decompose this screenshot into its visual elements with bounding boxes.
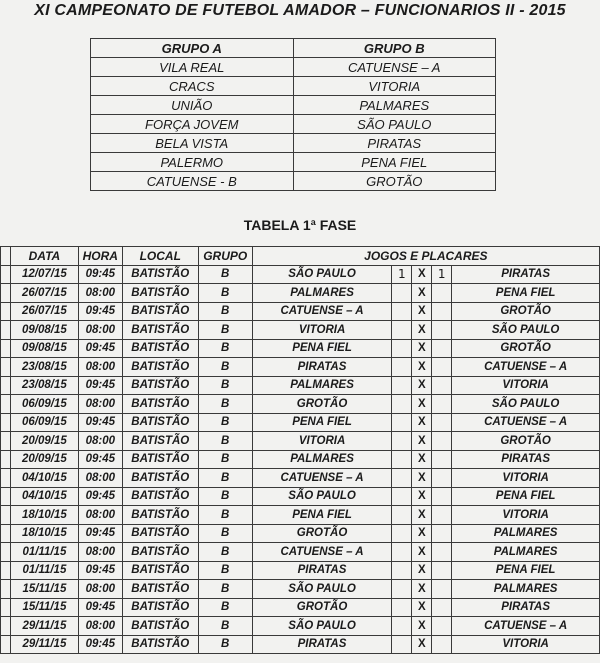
match-row bbox=[1, 302, 600, 321]
match-time: 09:45 bbox=[78, 561, 122, 580]
match-row bbox=[1, 580, 600, 599]
match-home-team: GROTÃO bbox=[252, 524, 392, 543]
match-date: 18/10/15 bbox=[10, 524, 78, 543]
group-row bbox=[91, 77, 496, 96]
group-a-team: CRACS bbox=[91, 77, 294, 96]
groups-table-body bbox=[91, 39, 496, 191]
match-venue: BATISTÃO bbox=[122, 487, 198, 506]
match-away-score bbox=[432, 506, 452, 525]
schedule-header-row bbox=[1, 247, 600, 266]
match-date: 06/09/15 bbox=[10, 413, 78, 432]
match-home-team: PIRATAS bbox=[252, 561, 392, 580]
match-group: B bbox=[198, 561, 252, 580]
match-home-team: PALMARES bbox=[252, 284, 392, 303]
match-time: 08:00 bbox=[78, 432, 122, 451]
match-versus: X bbox=[412, 358, 432, 377]
match-versus: X bbox=[412, 635, 432, 654]
match-away-score bbox=[432, 524, 452, 543]
match-away-score bbox=[432, 469, 452, 488]
header-local: LOCAL bbox=[122, 247, 198, 266]
match-versus: X bbox=[412, 487, 432, 506]
match-group: B bbox=[198, 376, 252, 395]
match-date: 12/07/15 bbox=[10, 265, 78, 284]
match-away-score bbox=[432, 395, 452, 414]
match-row bbox=[1, 617, 600, 636]
match-row bbox=[1, 339, 600, 358]
match-versus: X bbox=[412, 543, 432, 562]
match-home-team: PIRATAS bbox=[252, 635, 392, 654]
match-away-score bbox=[432, 543, 452, 562]
match-date: 26/07/15 bbox=[10, 284, 78, 303]
match-row bbox=[1, 413, 600, 432]
group-row bbox=[91, 134, 496, 153]
match-date: 23/08/15 bbox=[10, 376, 78, 395]
match-date: 26/07/15 bbox=[10, 302, 78, 321]
match-home-score bbox=[392, 635, 412, 654]
match-away-score bbox=[432, 321, 452, 340]
schedule-table bbox=[0, 246, 600, 654]
match-row bbox=[1, 598, 600, 617]
match-away-score bbox=[432, 413, 452, 432]
match-away-score bbox=[432, 339, 452, 358]
match-venue: BATISTÃO bbox=[122, 376, 198, 395]
match-time: 09:45 bbox=[78, 339, 122, 358]
match-venue: BATISTÃO bbox=[122, 284, 198, 303]
match-home-score bbox=[392, 487, 412, 506]
match-group: B bbox=[198, 413, 252, 432]
match-group: B bbox=[198, 635, 252, 654]
match-away-team: SÃO PAULO bbox=[452, 395, 600, 414]
match-group: B bbox=[198, 265, 252, 284]
match-time: 09:45 bbox=[78, 450, 122, 469]
match-away-team: VITORIA bbox=[452, 635, 600, 654]
match-away-team: PALMARES bbox=[452, 580, 600, 599]
match-away-team: PALMARES bbox=[452, 524, 600, 543]
match-venue: BATISTÃO bbox=[122, 543, 198, 562]
match-group: B bbox=[198, 339, 252, 358]
match-versus: X bbox=[412, 524, 432, 543]
match-time: 08:00 bbox=[78, 543, 122, 562]
match-venue: BATISTÃO bbox=[122, 450, 198, 469]
match-venue: BATISTÃO bbox=[122, 635, 198, 654]
match-home-team: PALMARES bbox=[252, 450, 392, 469]
match-row bbox=[1, 284, 600, 303]
match-away-score bbox=[432, 561, 452, 580]
group-a-team: FORÇA JOVEM bbox=[91, 115, 294, 134]
match-time: 09:45 bbox=[78, 524, 122, 543]
match-away-team: PENA FIEL bbox=[452, 284, 600, 303]
match-home-score bbox=[392, 395, 412, 414]
match-away-score bbox=[432, 376, 452, 395]
match-home-team: PIRATAS bbox=[252, 358, 392, 377]
row-edge-cell bbox=[1, 450, 11, 469]
match-row bbox=[1, 487, 600, 506]
match-date: 29/11/15 bbox=[10, 617, 78, 636]
match-home-team: VITORIA bbox=[252, 432, 392, 451]
match-home-score bbox=[392, 561, 412, 580]
match-time: 08:00 bbox=[78, 580, 122, 599]
match-away-team: PIRATAS bbox=[452, 598, 600, 617]
match-home-team: GROTÃO bbox=[252, 395, 392, 414]
match-row bbox=[1, 321, 600, 340]
group-a-team: UNIÃO bbox=[91, 96, 294, 115]
match-row bbox=[1, 561, 600, 580]
match-away-team: VITORIA bbox=[452, 376, 600, 395]
match-venue: BATISTÃO bbox=[122, 617, 198, 636]
match-row bbox=[1, 395, 600, 414]
match-time: 09:45 bbox=[78, 413, 122, 432]
match-versus: X bbox=[412, 432, 432, 451]
match-row bbox=[1, 543, 600, 562]
match-home-score bbox=[392, 450, 412, 469]
match-row bbox=[1, 358, 600, 377]
match-date: 04/10/15 bbox=[10, 469, 78, 488]
match-away-score bbox=[432, 635, 452, 654]
match-venue: BATISTÃO bbox=[122, 265, 198, 284]
match-versus: X bbox=[412, 580, 432, 599]
match-home-team: SÃO PAULO bbox=[252, 265, 392, 284]
row-edge-cell bbox=[1, 358, 11, 377]
match-away-score bbox=[432, 617, 452, 636]
row-edge-cell bbox=[1, 339, 11, 358]
match-away-team: GROTÃO bbox=[452, 432, 600, 451]
row-edge-cell bbox=[1, 376, 11, 395]
match-group: B bbox=[198, 450, 252, 469]
group-a-team: BELA VISTA bbox=[91, 134, 294, 153]
match-versus: X bbox=[412, 617, 432, 636]
match-away-score bbox=[432, 580, 452, 599]
match-date: 09/08/15 bbox=[10, 321, 78, 340]
match-date: 06/09/15 bbox=[10, 395, 78, 414]
match-versus: X bbox=[412, 561, 432, 580]
match-date: 20/09/15 bbox=[10, 450, 78, 469]
match-away-score bbox=[432, 432, 452, 451]
match-away-team: VITORIA bbox=[452, 469, 600, 488]
groups-header-row bbox=[91, 39, 496, 58]
match-home-score bbox=[392, 580, 412, 599]
match-away-score bbox=[432, 358, 452, 377]
row-edge-cell bbox=[1, 321, 11, 340]
match-home-team: PENA FIEL bbox=[252, 339, 392, 358]
match-home-team: SÃO PAULO bbox=[252, 487, 392, 506]
group-b-team: PENA FIEL bbox=[293, 153, 496, 172]
group-row bbox=[91, 96, 496, 115]
match-venue: BATISTÃO bbox=[122, 432, 198, 451]
match-group: B bbox=[198, 617, 252, 636]
row-edge-cell bbox=[1, 524, 11, 543]
group-a-header: GRUPO A bbox=[91, 39, 294, 58]
match-row bbox=[1, 524, 600, 543]
match-home-team: CATUENSE – A bbox=[252, 302, 392, 321]
match-home-score bbox=[392, 432, 412, 451]
match-date: 15/11/15 bbox=[10, 580, 78, 599]
match-away-score bbox=[432, 598, 452, 617]
header-data: DATA bbox=[10, 247, 78, 266]
row-edge-cell bbox=[1, 302, 11, 321]
match-venue: BATISTÃO bbox=[122, 524, 198, 543]
group-b-team: SÃO PAULO bbox=[293, 115, 496, 134]
row-edge-cell bbox=[1, 635, 11, 654]
group-row bbox=[91, 172, 496, 191]
match-home-score bbox=[392, 469, 412, 488]
match-group: B bbox=[198, 432, 252, 451]
match-group: B bbox=[198, 598, 252, 617]
row-edge-cell bbox=[1, 487, 11, 506]
match-time: 08:00 bbox=[78, 358, 122, 377]
match-away-team: SÃO PAULO bbox=[452, 321, 600, 340]
match-venue: BATISTÃO bbox=[122, 395, 198, 414]
match-group: B bbox=[198, 524, 252, 543]
header-games: JOGOS E PLACARES bbox=[252, 247, 599, 266]
group-a-team: PALERMO bbox=[91, 153, 294, 172]
match-group: B bbox=[198, 506, 252, 525]
match-date: 04/10/15 bbox=[10, 487, 78, 506]
match-group: B bbox=[198, 580, 252, 599]
match-venue: BATISTÃO bbox=[122, 506, 198, 525]
match-away-team: CATUENSE – A bbox=[452, 358, 600, 377]
group-b-team: GROTÃO bbox=[293, 172, 496, 191]
match-versus: X bbox=[412, 413, 432, 432]
match-time: 08:00 bbox=[78, 506, 122, 525]
match-away-team: PENA FIEL bbox=[452, 561, 600, 580]
match-versus: X bbox=[412, 321, 432, 340]
match-versus: X bbox=[412, 598, 432, 617]
group-b-team: PALMARES bbox=[293, 96, 496, 115]
match-home-team: PENA FIEL bbox=[252, 413, 392, 432]
match-home-team: CATUENSE – A bbox=[252, 543, 392, 562]
group-b-team: CATUENSE – A bbox=[293, 58, 496, 77]
match-home-score bbox=[392, 339, 412, 358]
match-group: B bbox=[198, 487, 252, 506]
row-edge-cell bbox=[1, 432, 11, 451]
match-date: 01/11/15 bbox=[10, 561, 78, 580]
row-edge-cell bbox=[1, 413, 11, 432]
row-edge-cell bbox=[1, 543, 11, 562]
schedule-title: TABELA 1ª FASE bbox=[243, 217, 357, 233]
match-versus: X bbox=[412, 339, 432, 358]
group-b-team: VITORIA bbox=[293, 77, 496, 96]
match-time: 08:00 bbox=[78, 617, 122, 636]
match-home-score bbox=[392, 284, 412, 303]
match-away-team: PIRATAS bbox=[452, 265, 600, 284]
match-date: 09/08/15 bbox=[10, 339, 78, 358]
match-away-score bbox=[432, 284, 452, 303]
header-edge-cell bbox=[1, 247, 11, 266]
row-edge-cell bbox=[1, 617, 11, 636]
match-date: 18/10/15 bbox=[10, 506, 78, 525]
group-row bbox=[91, 58, 496, 77]
match-home-team: SÃO PAULO bbox=[252, 617, 392, 636]
row-edge-cell bbox=[1, 265, 11, 284]
match-date: 23/08/15 bbox=[10, 358, 78, 377]
match-venue: BATISTÃO bbox=[122, 580, 198, 599]
match-away-team: PIRATAS bbox=[452, 450, 600, 469]
match-time: 09:45 bbox=[78, 302, 122, 321]
match-home-score bbox=[392, 413, 412, 432]
schedule-table-body bbox=[1, 265, 600, 654]
group-a-team: VILA REAL bbox=[91, 58, 294, 77]
match-home-team: VITORIA bbox=[252, 321, 392, 340]
match-home-score: 1 bbox=[392, 265, 412, 284]
match-away-score: 1 bbox=[432, 265, 452, 284]
match-row bbox=[1, 432, 600, 451]
match-home-team: CATUENSE – A bbox=[252, 469, 392, 488]
group-b-header: GRUPO B bbox=[293, 39, 496, 58]
header-grupo: GRUPO bbox=[198, 247, 252, 266]
match-versus: X bbox=[412, 284, 432, 303]
match-venue: BATISTÃO bbox=[122, 321, 198, 340]
match-time: 09:45 bbox=[78, 598, 122, 617]
match-home-team: SÃO PAULO bbox=[252, 580, 392, 599]
match-venue: BATISTÃO bbox=[122, 561, 198, 580]
row-edge-cell bbox=[1, 561, 11, 580]
match-away-score bbox=[432, 450, 452, 469]
match-group: B bbox=[198, 469, 252, 488]
match-away-team: GROTÃO bbox=[452, 339, 600, 358]
group-a-team: CATUENSE - B bbox=[91, 172, 294, 191]
match-versus: X bbox=[412, 506, 432, 525]
match-venue: BATISTÃO bbox=[122, 358, 198, 377]
match-time: 09:45 bbox=[78, 635, 122, 654]
row-edge-cell bbox=[1, 469, 11, 488]
match-group: B bbox=[198, 321, 252, 340]
match-home-score bbox=[392, 506, 412, 525]
match-row bbox=[1, 469, 600, 488]
match-venue: BATISTÃO bbox=[122, 302, 198, 321]
match-time: 08:00 bbox=[78, 469, 122, 488]
row-edge-cell bbox=[1, 284, 11, 303]
match-venue: BATISTÃO bbox=[122, 598, 198, 617]
match-versus: X bbox=[412, 376, 432, 395]
group-row bbox=[91, 153, 496, 172]
match-away-score bbox=[432, 487, 452, 506]
match-time: 08:00 bbox=[78, 321, 122, 340]
match-group: B bbox=[198, 358, 252, 377]
match-date: 01/11/15 bbox=[10, 543, 78, 562]
match-date: 29/11/15 bbox=[10, 635, 78, 654]
match-time: 09:45 bbox=[78, 487, 122, 506]
group-b-team: PIRATAS bbox=[293, 134, 496, 153]
match-row bbox=[1, 506, 600, 525]
match-home-score bbox=[392, 302, 412, 321]
header-hora: HORA bbox=[78, 247, 122, 266]
match-venue: BATISTÃO bbox=[122, 413, 198, 432]
match-home-team: PENA FIEL bbox=[252, 506, 392, 525]
row-edge-cell bbox=[1, 580, 11, 599]
match-venue: BATISTÃO bbox=[122, 339, 198, 358]
match-time: 09:45 bbox=[78, 376, 122, 395]
match-row bbox=[1, 376, 600, 395]
row-edge-cell bbox=[1, 598, 11, 617]
match-home-score bbox=[392, 358, 412, 377]
match-time: 09:45 bbox=[78, 265, 122, 284]
match-group: B bbox=[198, 284, 252, 303]
match-group: B bbox=[198, 543, 252, 562]
match-away-team: CATUENSE – A bbox=[452, 617, 600, 636]
match-date: 20/09/15 bbox=[10, 432, 78, 451]
match-home-score bbox=[392, 598, 412, 617]
match-versus: X bbox=[412, 395, 432, 414]
match-home-score bbox=[392, 321, 412, 340]
match-home-score bbox=[392, 617, 412, 636]
match-home-team: PALMARES bbox=[252, 376, 392, 395]
match-versus: X bbox=[412, 302, 432, 321]
match-group: B bbox=[198, 395, 252, 414]
group-row bbox=[91, 115, 496, 134]
match-date: 15/11/15 bbox=[10, 598, 78, 617]
match-venue: BATISTÃO bbox=[122, 469, 198, 488]
match-versus: X bbox=[412, 265, 432, 284]
match-home-team: GROTÃO bbox=[252, 598, 392, 617]
match-row bbox=[1, 450, 600, 469]
match-home-score bbox=[392, 524, 412, 543]
match-time: 08:00 bbox=[78, 395, 122, 414]
match-away-team: VITORIA bbox=[452, 506, 600, 525]
match-away-team: PENA FIEL bbox=[452, 487, 600, 506]
match-row bbox=[1, 635, 600, 654]
match-away-team: CATUENSE – A bbox=[452, 413, 600, 432]
match-row bbox=[1, 265, 600, 284]
match-home-score bbox=[392, 376, 412, 395]
row-edge-cell bbox=[1, 506, 11, 525]
match-versus: X bbox=[412, 469, 432, 488]
groups-table bbox=[90, 38, 496, 191]
match-away-team: PALMARES bbox=[452, 543, 600, 562]
match-group: B bbox=[198, 302, 252, 321]
match-time: 08:00 bbox=[78, 284, 122, 303]
document-title: XI CAMPEONATO DE FUTEBOL AMADOR – FUNCIONARIOS II - 2015 bbox=[34, 2, 566, 19]
match-away-score bbox=[432, 302, 452, 321]
match-home-score bbox=[392, 543, 412, 562]
match-away-team: GROTÃO bbox=[452, 302, 600, 321]
row-edge-cell bbox=[1, 395, 11, 414]
match-versus: X bbox=[412, 450, 432, 469]
